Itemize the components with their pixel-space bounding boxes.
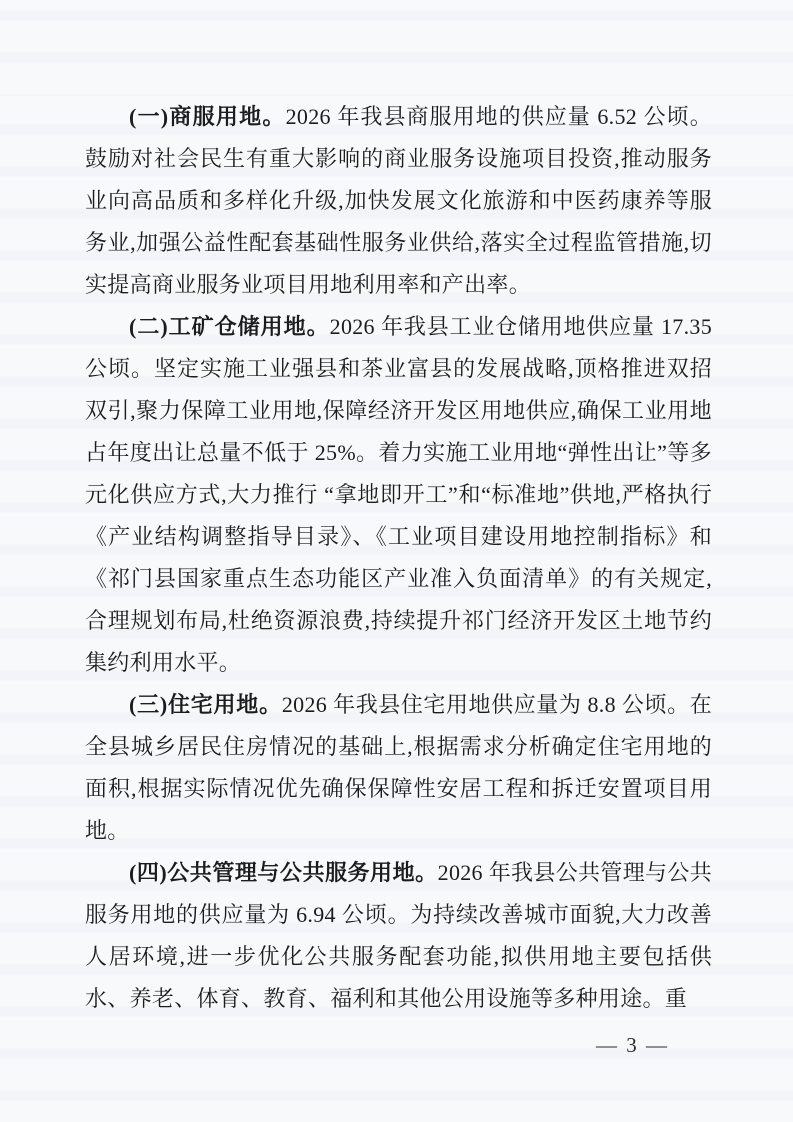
paragraph-public-service-land-heading: (四)公共管理与公共服务用地。 — [129, 860, 438, 885]
paragraph-industrial-land-heading: (二)工矿仓储用地。 — [129, 314, 330, 339]
paragraph-residential-land-heading: (三)住宅用地。 — [129, 692, 282, 717]
paragraph-commercial-land-body: 2026 年我县商服用地的供应量 6.52 公顷。鼓励对社会民生有重大影响的商业服务设施项目投资,推动服务业向高品质和多样化升级,加快发展文化旅游和中医药康养等服务业,加强公益性配套基础性服务业供给,落实全过程监管措施,切实提高商业服务业项目用地利用率和产出率。 — [85, 104, 712, 297]
paragraph-public-service-land-body: 2026 年我县公共管理与公共服务用地的供应量为 6.94 公顷。为持续改善城市面貌,大力改善人居环境,进一步优化公共服务配套功能,拟供用地主要包括供水、养老、体育、教育、福利和其他公用设施等多种用途。重 — [85, 860, 712, 1011]
paragraph-commercial-land — [85, 96, 712, 306]
paragraph-residential-land-body: 2026 年我县住宅用地供应量为 8.8 公顷。在全县城乡居民住房情况的基础上,根据需求分析确定住宅用地的面积,根据实际情况优先确保保障性安居工程和拆迁安置项目用地。 — [85, 692, 712, 843]
paragraph-industrial-land-body: 2026 年我县工业仓储用地供应量 17.35 公顷。坚定实施工业强县和茶业富县的发展战略,顶格推进双招双引,聚力保障工业用地,保障经济开发区用地供应,确保工业用地占年度出让总量不低于 25%。着力实施工业用地“弹性出让”等多元化供应方式,大力推行 “拿地即开工”和“标准地”供地,严格执行《产业结构调整指导目录》、《工业项目建设用地控制指标》和《祁门县国家重点生态功能区产业准入负面清单》的有关规定,合理规划布局,杜绝资源浪费,持续提升祁门经济开发区土地节约集约利用水平。 — [85, 314, 713, 675]
page-number: — 3 — — [596, 1033, 669, 1057]
paragraph-commercial-land-heading: (一)商服用地。 — [129, 104, 286, 129]
paragraph-public-service-land — [85, 852, 712, 1020]
paragraph-industrial-land — [85, 306, 712, 684]
document-body — [85, 96, 712, 1020]
paragraph-residential-land — [85, 684, 712, 852]
